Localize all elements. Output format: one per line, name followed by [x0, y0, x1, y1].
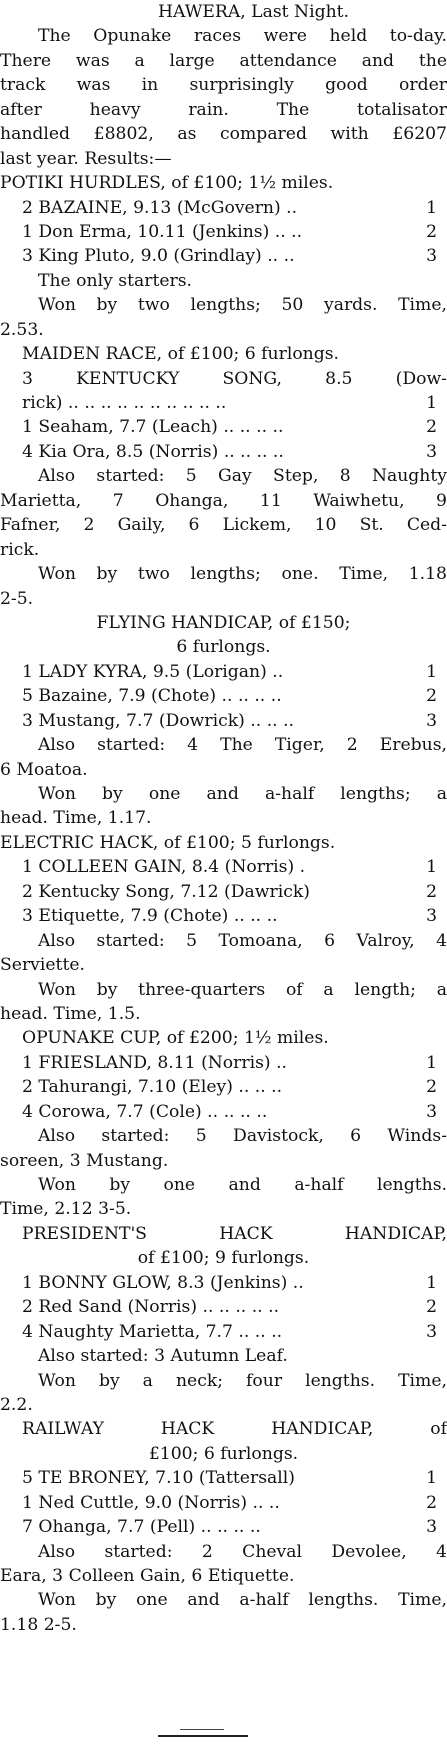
text-line: Also started: 3 Autumn Leaf.: [38, 1346, 288, 1367]
result-place: 1: [426, 197, 437, 218]
result-line: [0, 904, 447, 928]
text-line: head. Time, 1.5.: [0, 1003, 141, 1024]
text-line: Won by three-quarters of a length; a: [38, 979, 447, 1000]
text-line: The only starters.: [38, 270, 193, 291]
text-line: head. Time, 1.17.: [0, 808, 152, 829]
end-rule: [158, 1735, 248, 1737]
result-text: 4 Corowa, 7.7 (Cole) .. .. .. ..: [22, 1101, 268, 1122]
race-heading: 6 furlongs.: [176, 637, 271, 658]
result-text: 5 Bazaine, 7.9 (Chote) .. .. .. ..: [22, 686, 282, 707]
text-line: Also started: 5 Gay Step, 8 Naughty: [38, 466, 447, 487]
text-line: Won by a neck; four lengths. Time,: [38, 1370, 447, 1391]
result-line: [0, 415, 447, 439]
text-line: Won by one and a-half lengths.: [38, 1175, 447, 1195]
text-line: soreen, 3 Mustang.: [0, 1150, 169, 1171]
text-line: 6 Moatoa.: [0, 759, 88, 780]
text-line: Also started: 5 Davistock, 6 Winds-: [38, 1126, 447, 1147]
result-text: 2 BAZAINE, 9.13 (McGovern) ..: [22, 197, 298, 218]
race-heading: MAIDEN RACE, of £100; 6 furlongs.: [22, 344, 340, 365]
result-text: 1 Seaham, 7.7 (Leach) .. .. .. ..: [22, 417, 284, 438]
text-line: Won by two lengths; 50 yards. Time,: [38, 295, 447, 316]
result-line: [0, 220, 447, 244]
result-text: 1 Ned Cuttle, 9.0 (Norris) .. ..: [22, 1492, 280, 1513]
result-text: 3 Mustang, 7.7 (Dowrick) .. .. ..: [22, 710, 295, 731]
result-place: 2: [426, 1077, 437, 1098]
intro-line: handled £8802, as compared with £6207: [0, 124, 447, 145]
text-line: Won by one and a-half lengths. Time,: [38, 1590, 447, 1611]
race-heading: 3 KENTUCKY SONG, 8.5 (Dow-: [22, 368, 447, 389]
result-line: [0, 1051, 447, 1075]
race-heading: £100; 6 furlongs.: [148, 1443, 299, 1464]
result-line: [0, 709, 447, 733]
result-text: 2 Tahurangi, 7.10 (Eley) .. .. ..: [22, 1077, 283, 1098]
race-heading: OPUNAKE CUP, of £200; 1½ miles.: [22, 1028, 329, 1049]
result-text: 1 LADY KYRA, 9.5 (Lorigan) ..: [22, 661, 284, 682]
intro-line: The Opunake races were held to-day.: [38, 26, 447, 47]
race-heading: of £100; 9 furlongs.: [137, 1248, 310, 1269]
text-line: 2-5.: [0, 588, 34, 609]
text-line: Also started: 2 Cheval Devolee, 4: [38, 1541, 447, 1562]
text-line: Also started: 5 Tomoana, 6 Valroy, 4: [38, 930, 447, 951]
result-line: [0, 855, 447, 879]
text-line: Time, 2.12 3-5.: [0, 1199, 132, 1220]
result-text: 3 King Pluto, 9.0 (Grindlay) .. ..: [22, 246, 295, 267]
race-heading: FLYING HANDICAP, of £150;: [96, 612, 351, 633]
result-place: 3: [426, 710, 437, 731]
result-text: 2 Kentucky Song, 7.12 (Dawrick): [22, 881, 310, 902]
text-line: Also started: 4 The Tiger, 2 Erebus,: [38, 735, 447, 756]
result-line: [0, 196, 447, 220]
result-line: [0, 244, 447, 268]
result-place: 1: [426, 857, 437, 878]
result-text: 1 BONNY GLOW, 8.3 (Jenkins) ..: [22, 1272, 304, 1293]
result-line: [0, 1100, 447, 1124]
text-line: 1.18 2-5.: [0, 1614, 77, 1635]
result-place: 3: [426, 1321, 437, 1342]
result-line: [0, 440, 447, 464]
intro-line: after heavy rain. The totalisator: [0, 99, 447, 120]
result-place: 3: [426, 1101, 437, 1122]
result-place: 2: [426, 221, 437, 242]
text-line: Eara, 3 Colleen Gain, 6 Etiquette.: [0, 1566, 295, 1586]
result-text: 1 FRIESLAND, 8.11 (Norris) ..: [22, 1052, 288, 1073]
result-line: [0, 1466, 447, 1490]
intro-line: There was a large attendance and the: [0, 50, 447, 71]
text-line: Fafner, 2 Gaily, 6 Lickem, 10 St. Ced-: [0, 515, 447, 536]
text-line: Won by two lengths; one. Time, 1.18: [38, 564, 447, 585]
race-results: [0, 171, 447, 1637]
result-text: 5 TE BRONEY, 7.10 (Tattersall): [22, 1468, 295, 1489]
intro-line: last year. Results:—: [0, 148, 172, 169]
result-place: 1: [426, 1272, 437, 1293]
result-place: 3: [426, 1517, 437, 1538]
text-line: 2.53.: [0, 319, 44, 340]
result-place: 3: [426, 246, 437, 267]
result-line: [0, 1491, 447, 1515]
result-place: 3: [426, 441, 437, 462]
result-place: 1: [426, 1052, 437, 1073]
result-text: 1 COLLEEN GAIN, 8.4 (Norris) .: [22, 857, 306, 878]
result-text: 2 Red Sand (Norris) .. .. .. .. ..: [22, 1297, 280, 1318]
text-line: POTIKI HURDLES, of £100; 1½ miles.: [0, 173, 334, 194]
text-line: ELECTRIC HACK, of £100; 5 furlongs.: [0, 832, 336, 853]
race-heading: PRESIDENT'S HACK HANDICAP,: [22, 1223, 447, 1244]
result-line: [0, 1295, 447, 1319]
result-line: [0, 660, 447, 684]
result-line: [0, 1075, 447, 1099]
result-place: 1: [426, 393, 437, 413]
race-heading: RAILWAY HACK HANDICAP, of: [22, 1419, 447, 1440]
result-text: 1 Don Erma, 10.11 (Jenkins) .. ..: [22, 221, 303, 242]
result-place: 2: [426, 686, 437, 707]
end-ornament: [180, 1729, 224, 1730]
text-line: rick.: [0, 539, 40, 560]
result-text: 7 Ohanga, 7.7 (Pell) .. .. .. ..: [22, 1517, 261, 1538]
result-place: 2: [426, 417, 437, 438]
result-line: [0, 1515, 447, 1539]
text-line: Won by one and a-half lengths; a: [38, 784, 447, 804]
result-text: 4 Naughty Marietta, 7.7 .. .. ..: [22, 1321, 283, 1342]
intro-line: track was in surprisingly good order: [0, 75, 447, 96]
result-place: 1: [426, 1468, 437, 1489]
text-line: Marietta, 7 Ohanga, 11 Waiwhetu, 9: [0, 490, 447, 511]
result-line: [0, 880, 447, 904]
result-line: [0, 1271, 447, 1295]
result-place: 3: [426, 906, 437, 927]
text-line: Serviette.: [0, 955, 85, 976]
result-text: 4 Kia Ora, 8.5 (Norris) .. .. .. ..: [22, 441, 284, 462]
result-line: [0, 391, 447, 415]
result-line: [0, 684, 447, 708]
result-text: rick) .. .. .. .. .. .. .. .. .. ..: [22, 393, 227, 413]
dateline: HAWERA, Last Night.: [157, 2, 350, 22]
text-line: 2.2.: [0, 1394, 33, 1415]
result-place: 2: [426, 1492, 437, 1513]
result-line: [0, 1320, 447, 1344]
result-place: 1: [426, 661, 437, 682]
result-place: 2: [426, 881, 437, 902]
result-place: 2: [426, 1297, 437, 1318]
result-text: 3 Etiquette, 7.9 (Chote) .. .. ..: [22, 906, 278, 927]
